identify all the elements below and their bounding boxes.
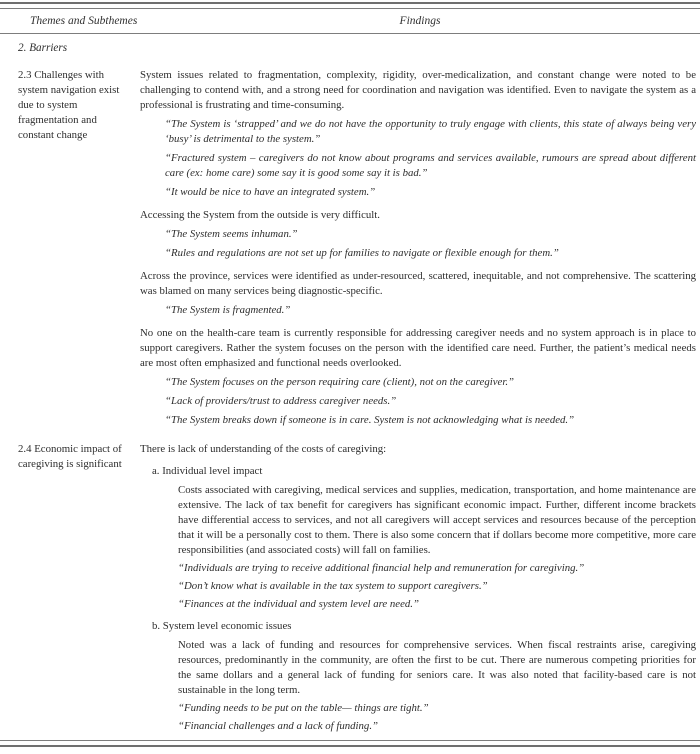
table-header-findings: Findings <box>399 15 441 27</box>
finding-quote: “The System focuses on the person requiring care (client), not on the caregiver.” <box>165 376 515 388</box>
finding-quote: “Don’t know what is available in the tax system to support caregivers.” <box>178 580 488 592</box>
finding-paragraph: No one on the health-care team is currently responsible for addressing caregiver needs and no system approach is in place to support caregivers. Rather the system focuses on the person with the identified care need. Further, the patient’s medical needs are most often emphasized and functional needs overlooked. <box>140 327 696 369</box>
finding-quote: “Lack of providers/trust to address caregiver needs.” <box>165 395 397 407</box>
finding-paragraph: There is lack of understanding of the costs of caregiving: <box>140 443 387 455</box>
findings-cell <box>140 66 700 428</box>
finding-quote: “Financial challenges and a lack of funding.” <box>178 720 379 732</box>
finding-subitem-label: a. Individual level impact <box>152 465 263 477</box>
finding-subparagraph: Noted was a lack of funding and resources for comprehensive services. When fiscal restraints arise, caregiving resources, predominantly in the community, are often the first to be cut. There are numerous competing priorities for the same dollars and a general lack of funding for seniors care. It was also noted that facility-based care is not sustainable in the long term. <box>178 639 696 696</box>
finding-subparagraph: Costs associated with caregiving, medical services and supplies, medication, transportation, and home maintenance are extensive. The lack of tax benefit for caregivers has significant economic impact. Further, different income brackets have differential access to services, and not all caregivers will accept services and resources because of the perception that it will be a personally cost to them. There is also some concern that if dollars become more competitive, more care responsibilities (and associated costs) will fall on families. <box>178 484 696 556</box>
finding-quote: “Funding needs to be put on the table— things are tight.” <box>178 702 429 714</box>
theme-cell: 2.4 Economic impact of caregiving is significant <box>18 443 122 470</box>
theme-cell: 2.3 Challenges with system navigation exist due to system fragmentation and constant change <box>18 69 120 141</box>
finding-quote: “Fractured system – caregivers do not know about programs and services available, rumours are spread about different care (ex: home care) some say it is good some say it is bad.” <box>165 152 696 179</box>
finding-quote: “The System breaks down if someone is in care. System is not acknowledging what is needed.” <box>165 414 575 426</box>
finding-quote: “Individuals are trying to receive additional financial help and remuneration for caregiving.” <box>178 562 585 574</box>
table-header-themes: Themes and Subthemes <box>30 15 138 27</box>
table-row <box>0 66 700 428</box>
finding-quote: “Finances at the individual and system level are need.” <box>178 598 419 610</box>
table-row <box>0 440 700 734</box>
bottom-rules <box>0 740 700 747</box>
finding-quote: “Rules and regulations are not set up for families to navigate or flexible enough for them.” <box>165 247 559 259</box>
table-header-row <box>0 9 700 33</box>
finding-quote: “The System is ‘strapped’ and we do not have the opportunity to truly engage with clients, this state of always being very ‘busy’ is detrimental to the system.” <box>165 118 696 145</box>
finding-paragraph: Across the province, services were identified as under-resourced, scattered, inequitable, and not comprehensive. The scattering was blamed on many services being diagnostic-specific. <box>140 270 696 297</box>
finding-quote: “The System is fragmented.” <box>165 304 291 316</box>
section-label: 2. Barriers <box>18 42 68 54</box>
finding-subitem-label: b. System level economic issues <box>152 620 292 632</box>
finding-quote: “It would be nice to have an integrated system.” <box>165 186 376 198</box>
bottom-rule-outer <box>0 745 700 747</box>
finding-paragraph: Accessing the System from the outside is very difficult. <box>140 209 380 221</box>
findings-cell <box>140 440 700 734</box>
finding-paragraph: System issues related to fragmentation, complexity, rigidity, over-medicalization, and constant change were noted to be challenging to contend with, and a strong need for coordination and navigation was identified. Even to navigate the system as a professional is frustrating and time-consuming. <box>140 69 696 111</box>
finding-quote: “The System seems inhuman.” <box>165 228 298 240</box>
